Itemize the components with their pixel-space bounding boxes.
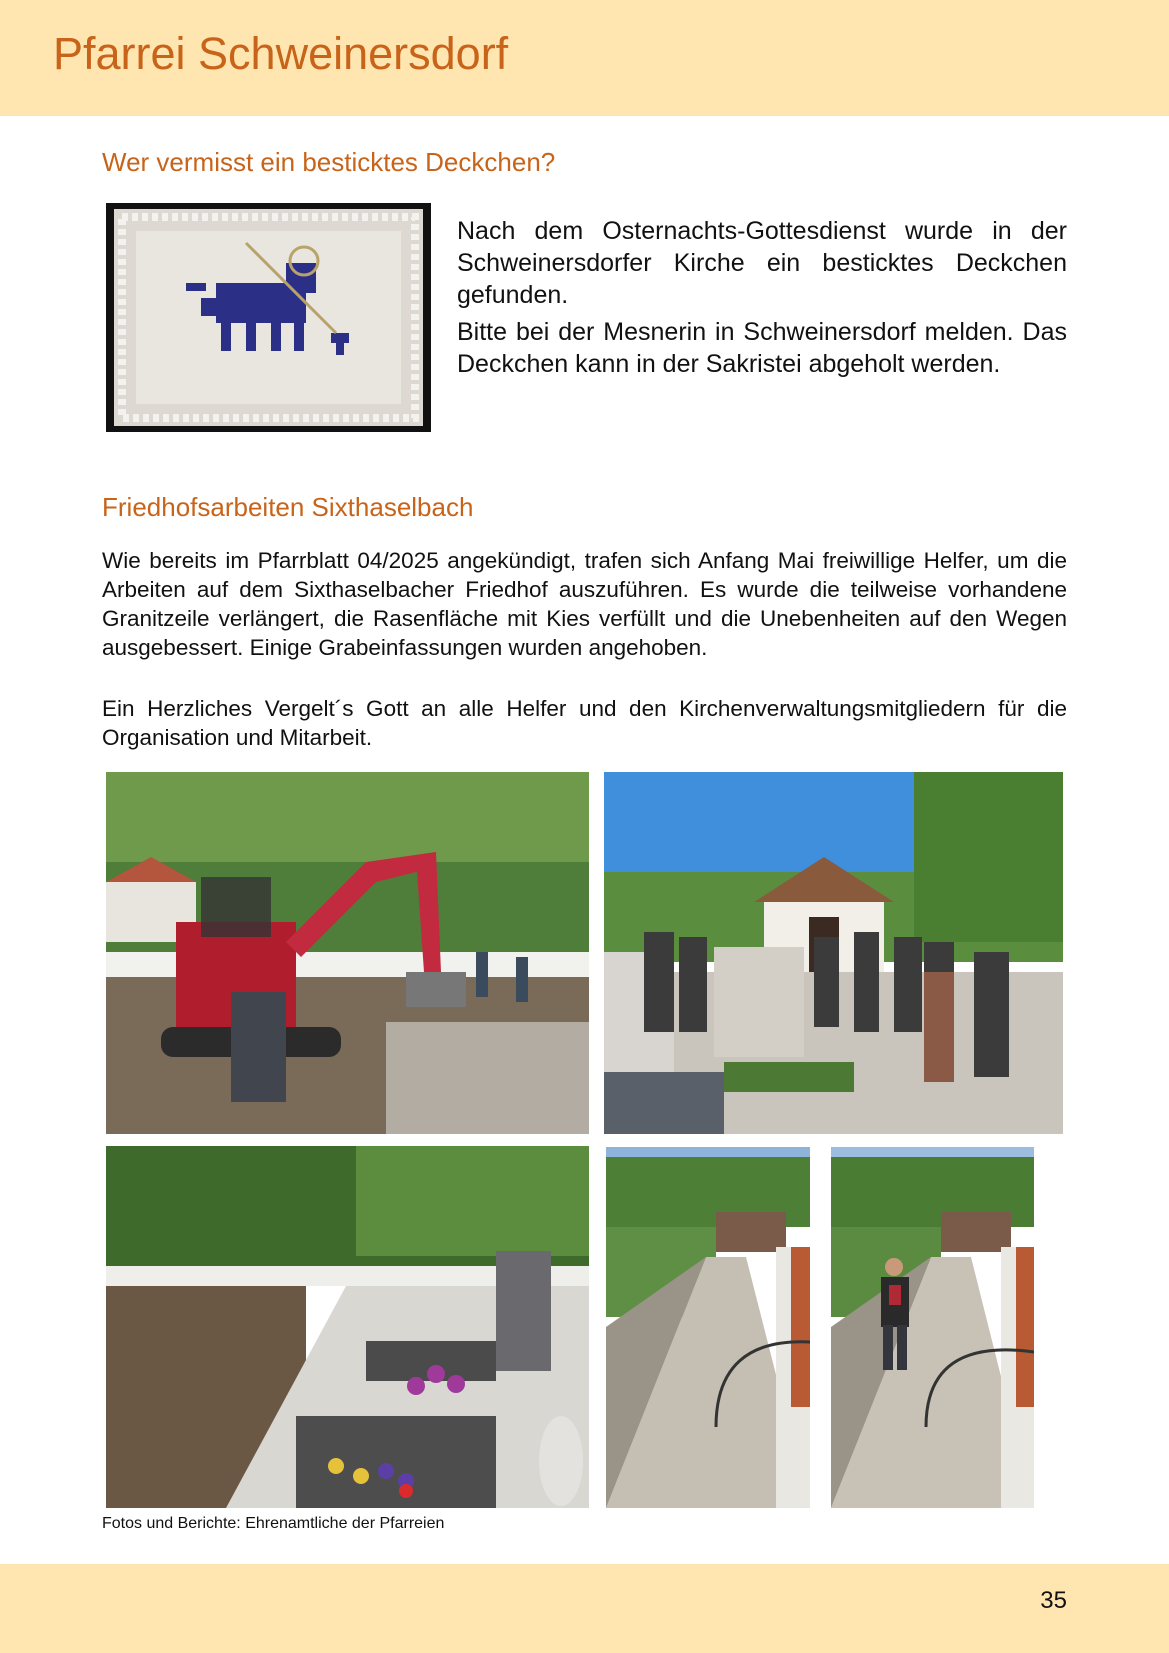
page-footer (0, 1564, 1169, 1653)
deckchen-paragraph-2: Bitte bei der Mesnerin in Schweinersdorf melden. Das Deckchen kann in der Sakristei abgeholt werden. (457, 318, 1067, 378)
deckchen-paragraph-1: Nach dem Osternachts-Gottesdienst wurde in der Schweinersdorfer Kirche ein besticktes Deckchen gefunden. (457, 217, 1067, 309)
section-title-friedhof: Friedhofsarbeiten Sixthaselbach (102, 492, 474, 522)
graves-flowers-photo (106, 1146, 589, 1508)
photo-caption: Fotos und Berichte: Ehrenamtliche der Pfarreien (102, 1515, 445, 1532)
path-photo-2 (831, 1147, 1034, 1508)
page-header (0, 0, 1169, 116)
excavator-photo (106, 772, 589, 1134)
friedhof-paragraph-1: Wie bereits im Pfarrblatt 04/2025 angekündigt, trafen sich Anfang Mai freiwillige Helfer, um die Arbeiten auf dem Sixthaselbacher Friedhof auszuführen. Es wurde die teilweise vorhandene Granitzeile verlängert, die Rasenfläche mit Kies verfüllt und die Unebenheiten auf den Wegen ausgebessert. Einige Grabeinfassungen wurden angehoben. (102, 548, 1067, 660)
doily-photo (106, 203, 431, 432)
path-photo-1 (606, 1147, 810, 1508)
helpers-group-photo (604, 772, 1063, 1134)
page-title: Pfarrei Schweinersdorf (53, 28, 509, 79)
section-title-deckchen: Wer vermisst ein besticktes Deckchen? (102, 147, 556, 177)
page-number: 35 (1040, 1587, 1067, 1614)
friedhof-paragraph-2: Ein Herzliches Vergelt´s Gott an alle Helfer und den Kirchenverwaltungsmitgliedern für die Organisation und Mitarbeit. (102, 696, 1067, 750)
